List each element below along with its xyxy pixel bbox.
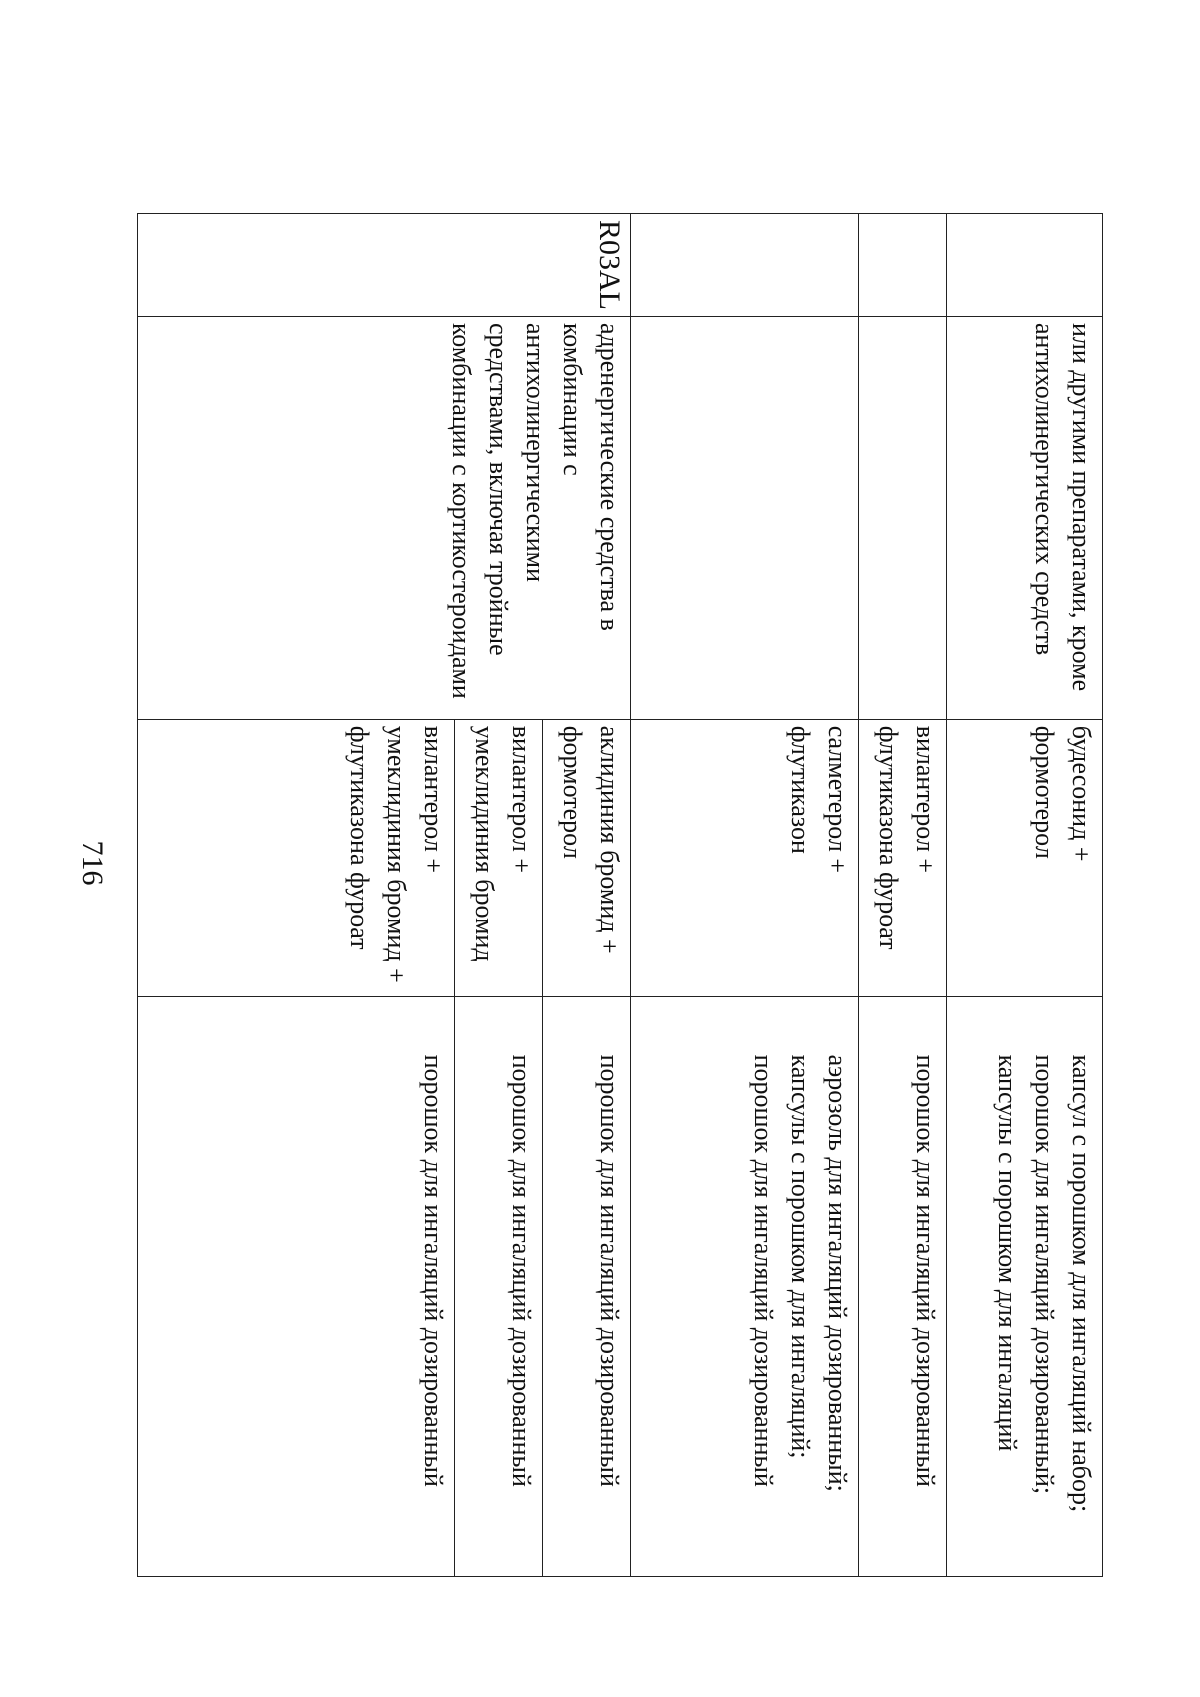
dosage-form-line: порошок для ингаляций дозированный: [507, 1054, 536, 1487]
dosage-form-cell: [947, 996, 1103, 1576]
group-description-cell: [859, 317, 947, 720]
group-description-cell: или другими препаратами, кроме антихолинергических средств: [947, 317, 1103, 720]
group-description-cell: адренергические средства в комбинации с антихолинергическими средствами, включая тройные комбинации с кортикостероидами: [138, 317, 631, 720]
dosage-form-line: порошок для ингаляций дозированный: [595, 1054, 624, 1487]
table-row: [859, 214, 947, 1577]
dosage-form-cell: [455, 996, 543, 1576]
drug-name-cell: вилантерол + флутиказона фуроат: [859, 719, 947, 996]
atc-code-cell: [947, 214, 1103, 317]
dosage-form-line: порошок для ингаляций дозированный: [749, 1054, 778, 1487]
dosage-form-cell: [859, 996, 947, 1576]
table-row: [543, 214, 631, 1577]
dosage-form-line: аэрозоль для ингаляций дозированный;: [823, 1054, 852, 1492]
table-row: [947, 214, 1103, 1577]
atc-code-cell: R03AL: [138, 214, 631, 317]
drug-name-cell: аклидиния бромид + формотерол: [543, 719, 631, 996]
dosage-form-cell: [631, 996, 859, 1576]
dosage-form-line: порошок для ингаляций дозированный: [911, 1054, 940, 1487]
table-rotated-container: [137, 213, 1103, 1577]
drug-name-cell: салметерол + флутиказон: [631, 719, 859, 996]
dosage-form-line: капсулы с порошком для ингаляций;: [786, 1054, 815, 1459]
dosage-form-line: порошок для ингаляций дозированный;: [1030, 1054, 1059, 1495]
drug-name-cell: будесонид + формотерол: [947, 719, 1103, 996]
drug-table: [137, 213, 1103, 1577]
dosage-form-line: капсулы с порошком для ингаляций: [993, 1054, 1022, 1452]
table-row: [631, 214, 859, 1577]
page-number: 716: [76, 840, 109, 886]
atc-code-cell: [859, 214, 947, 317]
drug-name-cell: вилантерол + умеклидиния бромид + флутиказона фуроат: [138, 719, 455, 996]
dosage-form-line: капсул с порошком для ингаляций набор;: [1067, 1054, 1096, 1513]
atc-code-cell: [631, 214, 859, 317]
group-description-cell: [631, 317, 859, 720]
dosage-form-cell: [543, 996, 631, 1576]
dosage-form-cell: [138, 996, 455, 1576]
drug-name-cell: вилантерол + умеклидиния бромид: [455, 719, 543, 996]
dosage-form-line: порошок для ингаляций дозированный: [419, 1054, 448, 1487]
